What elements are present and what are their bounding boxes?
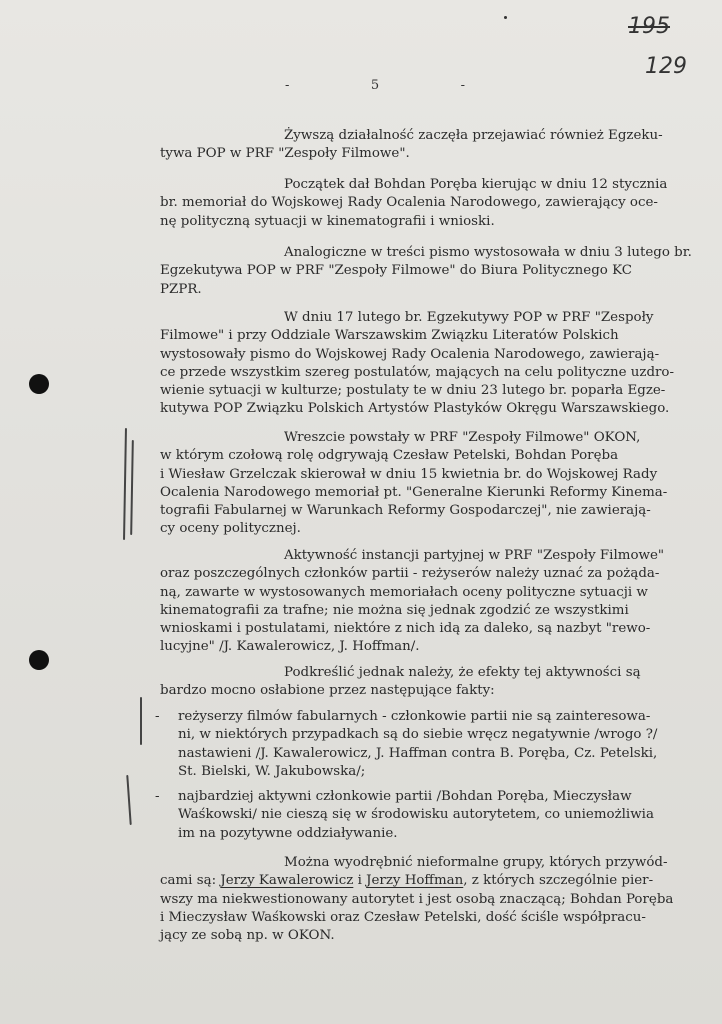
- text-line: cy oceny politycznej.: [160, 521, 301, 537]
- text-line: w którym czołową rolę odgrywają Czesław Petelski, Bohdan Poręba: [160, 448, 619, 464]
- margin-pencil-mark: [126, 775, 131, 825]
- text-line: Początek dał Bohdan Poręba kierując w dniu 12 stycznia: [284, 177, 668, 192]
- text-line: Egzekutywa POP w PRF "Zespoły Filmowe" do Biura Politycznego KC: [160, 263, 632, 279]
- paragraph-5: [160, 429, 722, 539]
- text-line: PZPR.: [160, 281, 202, 297]
- text-fragment: , z których szczególnie pier-: [463, 873, 654, 889]
- text-line: reżyserzy filmów fabularnych - członkowie partii nie są zainteresowa-: [178, 709, 651, 724]
- text-line: St. Bielski, W. Jakubowska/;: [178, 763, 366, 779]
- page-number: 5: [370, 78, 380, 93]
- text-line: Podkreślić jednak należy, że efekty tej aktywności są: [284, 665, 641, 680]
- text-line: Można wyodrębnić nieformalne grupy, których przywód-: [284, 855, 668, 870]
- paragraph-4: [160, 309, 722, 419]
- paper-speck: [504, 16, 507, 19]
- paragraph-2: [160, 176, 722, 231]
- text-line: wszy ma niekwestionowany autorytet i jest osobą znaczącą; Bohdan Poręba: [160, 891, 674, 907]
- text-line: tywa POP w PRF "Zespoły Filmowe".: [160, 146, 410, 162]
- text-line: ni, w niektórych przypadkach są do siebie wręcz negatywnie /wrogo ?/: [178, 727, 658, 743]
- bullet-dash: -: [155, 789, 160, 804]
- paragraph-8: [160, 854, 722, 945]
- text-line: nastawieni /J. Kawalerowicz, J. Haffman contra B. Poręba, Cz. Petelski,: [178, 745, 658, 761]
- text-line: i Wiesław Grzelczak skierował w dniu 15 kwietnia br. do Wojskowej Rady: [160, 466, 658, 482]
- margin-pencil-line: [123, 428, 127, 540]
- paragraph-3: [160, 244, 722, 299]
- text-line: lucyjne" /J. Kawalerowicz, J. Hoffman/.: [160, 639, 420, 655]
- text-line: najbardziej aktywni członkowie partii /Bohdan Poręba, Mieczysław: [178, 789, 632, 804]
- underlined-name: Jerzy Hoffman: [366, 873, 464, 889]
- text-fragment: i: [353, 873, 367, 889]
- text-line: wnioskami i postulatami, niektóre z nich idą za daleko, są nazbyt "rewo-: [160, 621, 651, 637]
- bullet-dash: -: [155, 709, 160, 724]
- text-line: wienie sytuacji w kulturze; postulaty te w dniu 23 lutego br. poparła Egze-: [160, 383, 666, 399]
- text-line: Waśkowski/ nie cieszą się w środowisku autorytetem, co uniemożliwia: [178, 807, 654, 823]
- margin-pencil-line: [130, 440, 134, 535]
- text-fragment: cami są:: [160, 873, 221, 889]
- text-line: ną, zawarte w wystosowanych memoriałach oceny polityczne sytuacji w: [160, 584, 648, 600]
- text-line: ce przede wszystkim szereg postulatów, mających na celu polityczne uzdro-: [160, 364, 675, 380]
- page-dash-left: -: [285, 78, 290, 93]
- underlined-name: Jerzy Kawalerowicz: [220, 873, 354, 889]
- text-line: kinematografii za trafne; nie można się jednak zgodzić ze wszystkimi: [160, 602, 629, 618]
- text-line: nę polityczną sytuacji w kinematografii i wnioski.: [160, 213, 495, 229]
- paragraph-7: [160, 664, 722, 701]
- text-line: Analogiczne w treści pismo wystosowała w dniu 3 lutego br.: [284, 245, 692, 260]
- text-line: Filmowe" i przy Oddziale Warszawskim Związku Literatów Polskich: [160, 328, 619, 344]
- text-line: im na pozytywne oddziaływanie.: [178, 825, 398, 841]
- page-number-row: [285, 78, 465, 93]
- archive-number-handwritten: 129: [645, 54, 687, 79]
- text-line: Aktywność instancji partyjnej w PRF "Zespoły Filmowe": [284, 548, 665, 563]
- text-line: kutywa POP Związku Polskich Artystów Plastyków Okręgu Warszawskiego.: [160, 401, 670, 417]
- page-dash-right: -: [460, 78, 465, 93]
- text-line: W dniu 17 lutego br. Egzekutywy POP w PRF "Zespoły: [284, 310, 654, 325]
- archive-number-crossed: 195: [628, 14, 670, 39]
- text-line: Żywszą działalność zaczęła przejawiać również Egzeku-: [284, 128, 663, 143]
- text-line: bardzo mocno osłabione przez następujące fakty:: [160, 683, 495, 699]
- text-line: br. memoriał do Wojskowej Rady Ocalenia Narodowego, zawierający oce-: [160, 195, 658, 211]
- text-line: Ocalenia Narodowego memoriał pt. "Generalne Kierunki Reformy Kinema-: [160, 484, 668, 500]
- text-line: tografii Fabularnej w Warunkach Reformy Gospodarczej", nie zawierają-: [160, 503, 651, 519]
- paragraph-6: [160, 547, 722, 657]
- text-line: [160, 872, 722, 890]
- punch-hole-top: [29, 374, 49, 394]
- text-line: Wreszcie powstały w PRF "Zespoły Filmowe" OKON,: [284, 430, 641, 445]
- text-line: wystosowały pismo do Wojskowej Rady Ocalenia Narodowego, zawierają-: [160, 346, 660, 362]
- paragraph-1: [160, 127, 722, 164]
- margin-pencil-line: [140, 697, 142, 745]
- text-line: oraz poszczególnych członków partii - reżyserów należy uznać za pożąda-: [160, 566, 660, 582]
- text-line: jący ze sobą np. w OKON.: [160, 928, 335, 944]
- punch-hole-bottom: [29, 650, 49, 670]
- text-line: i Mieczysław Waśkowski oraz Czesław Petelski, dość ściśle współpracu-: [160, 909, 646, 925]
